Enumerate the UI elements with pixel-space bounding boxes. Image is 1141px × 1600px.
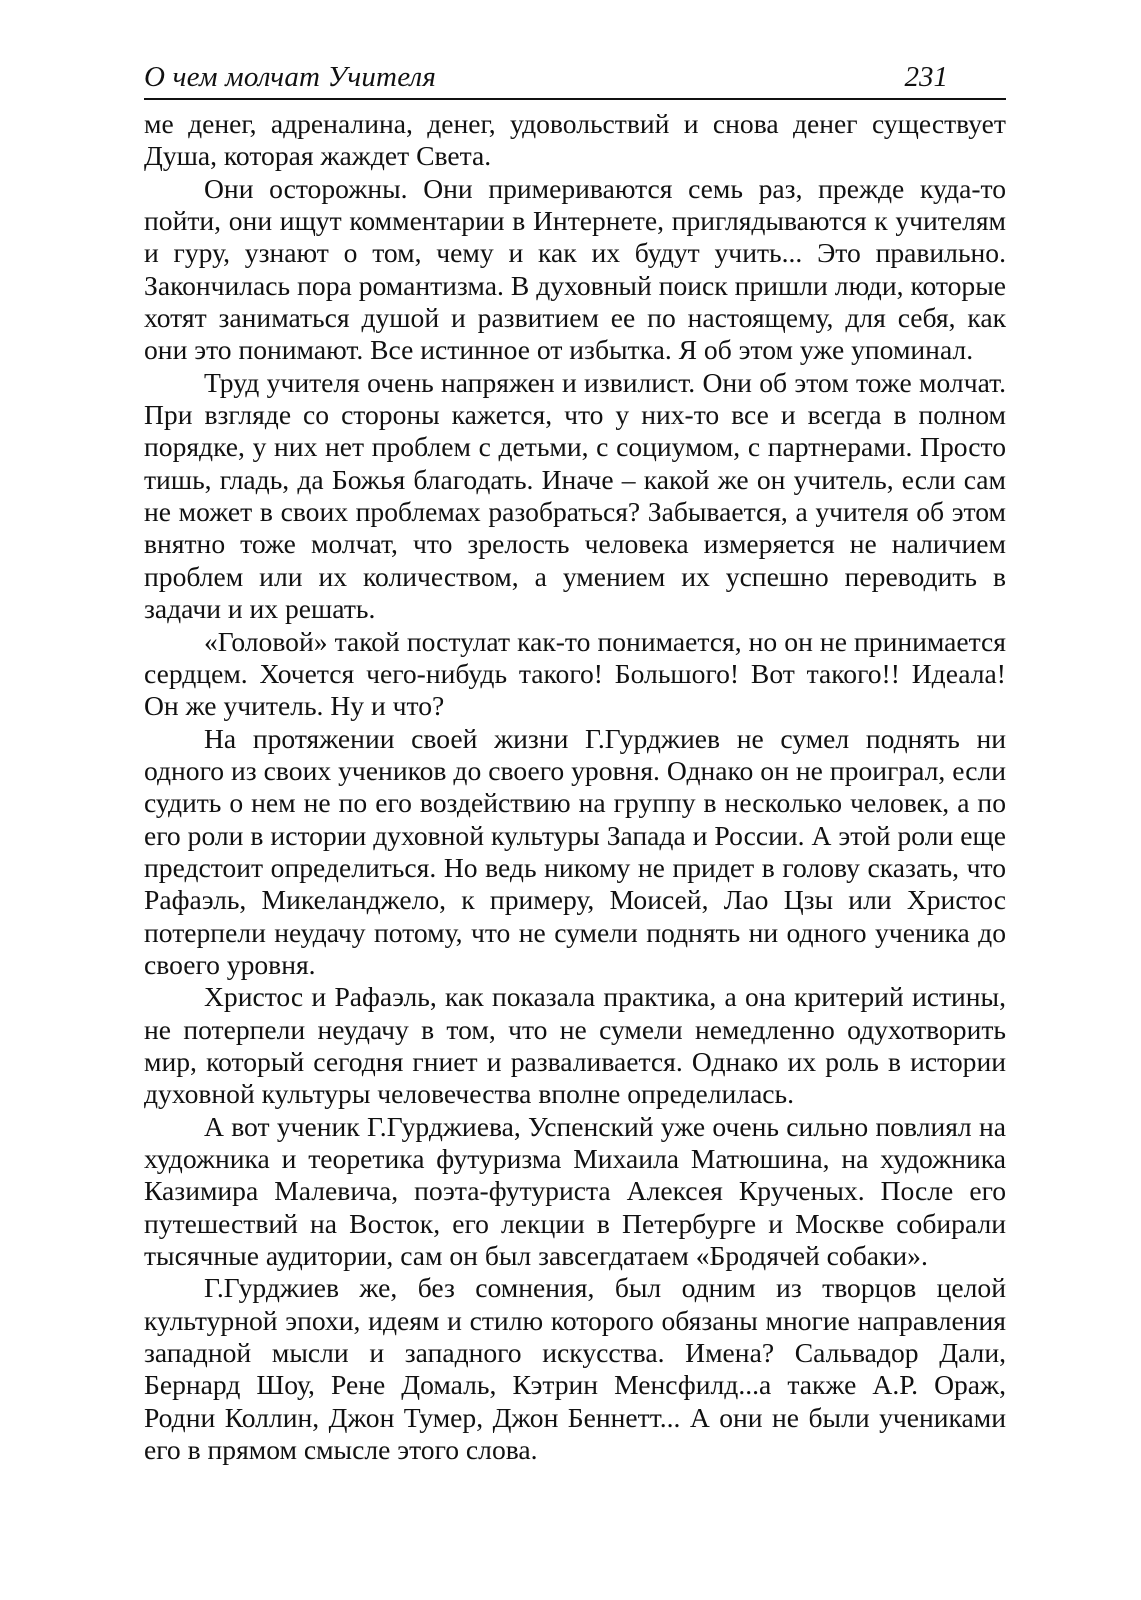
body-text	[144, 108, 1006, 1466]
paragraph: Г.Гурджиев же, без сомнения, был одним из творцов целой культурной эпохи, идеям и стилю которого обязаны многие направления западной мысли и западного искусства. Имена? Сальвадор Дали, Бернард Шоу, Рене Домаль, Кэтрин Менсфилд...а также А.Р. Ораж, Родни Коллин, Джон Тумер, Джон Беннетт... А они не были учениками его в прямом смысле этого слова.	[144, 1272, 1006, 1466]
paragraph: На протяжении своей жизни Г.Гурджиев не сумел поднять ни одного из своих учеников до своего уровня. Однако он не проиграл, если судить о нем не по его воздействию на группу в несколько человек, а по его роли в истории духовной культуры Запада и России. А этой роли еще предстоит определиться. Но ведь никому не придет в голову сказать, что Рафаэль, Микеланджело, к примеру, Моисей, Лао Цзы или Христос потерпели неудачу потому, что не сумели поднять ни одного ученика до своего уровня.	[144, 722, 1006, 980]
paragraph-continuation: ме денег, адреналина, денег, удовольствий и снова денег существует Душа, которая жаждет Света.	[144, 108, 1006, 172]
running-header	[144, 58, 1006, 100]
page-number: 231	[904, 61, 948, 93]
running-title: О чем молчат Учителя	[144, 61, 437, 93]
book-page	[144, 58, 1006, 1466]
paragraph: Христос и Рафаэль, как показала практика, а она критерий истины, не потерпели неудачу в том, что не сумели немедленно одухотворить мир, который сегодня гниет и разваливается. Однако их роль в истории духовной культуры человечества вполне определилась.	[144, 981, 1006, 1110]
paragraph: А вот ученик Г.Гурджиева, Успенский уже очень сильно повлиял на художника и теоретика футуризма Михаила Матюшина, на художника Казимира Малевича, поэта-футуриста Алексея Крученых. После его путешествий на Восток, его лекции в Петербурге и Москве собирали тысячные аудитории, сам он был завсегдатаем «Бродячей собаки».	[144, 1110, 1006, 1272]
paragraph: Они осторожны. Они примериваются семь раз, прежде куда-то пойти, они ищут комментарии в Интернете, приглядываются к учителям и гуру, узнают о том, чему и как их будут учить... Это правильно. Закончилась пора романтизма. В духовный поиск пришли люди, которые хотят заниматься душой и развитием ее по настоящему, для себя, как они это понимают. Все истинное от избытка. Я об этом уже упоминал.	[144, 172, 1006, 366]
paragraph: «Головой» такой постулат как-то понимается, но он не принимается сердцем. Хочется чего-нибудь такого! Большого! Вот такого!! Идеала! Он же учитель. Ну и что?	[144, 625, 1006, 722]
paragraph: Труд учителя очень напряжен и извилист. Они об этом тоже молчат. При взгляде со стороны кажется, что у них-то все и всегда в полном порядке, у них нет проблем с детьми, с социумом, с партнерами. Просто тишь, гладь, да Божья благодать. Иначе – какой же он учитель, если сам не может в своих проблемах разобраться? Забывается, а учителя об этом внятно тоже молчат, что зрелость человека измеряется не наличием проблем или их количеством, а умением их успешно переводить в задачи и их решать.	[144, 366, 1006, 625]
